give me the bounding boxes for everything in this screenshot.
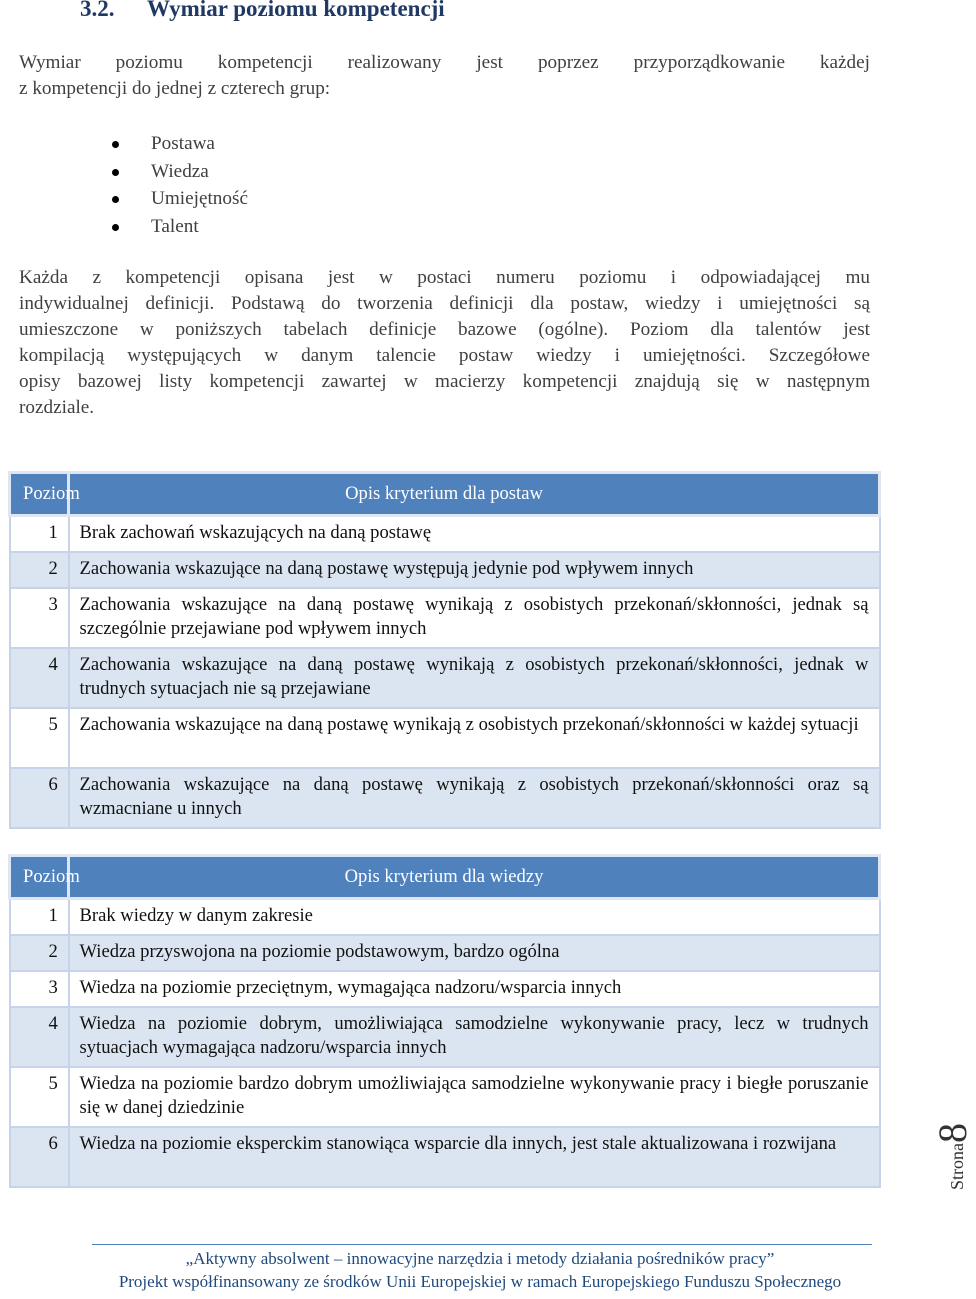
- table-row: [10, 971, 880, 1007]
- row-level: 3: [48, 593, 58, 615]
- section-title: Wymiar poziomu kompetencji: [147, 0, 445, 21]
- attitude-criteria-table: [8, 471, 881, 829]
- table-row: [10, 899, 880, 935]
- footer-project-title: „Aktywny absolwent – innowacyjne narzędzia i metody działania pośredników pracy”: [185, 1249, 775, 1268]
- header-level: Poziom: [10, 856, 69, 899]
- list-item: Umiejętność: [0, 185, 248, 213]
- intro-line: z kompetencji do jednej z czterech grup:: [19, 78, 331, 99]
- table-row: [10, 1007, 880, 1067]
- table-row: [10, 552, 880, 588]
- body-paragraph: [19, 265, 870, 421]
- row-level: 3: [48, 976, 58, 998]
- body-line: Każda z kompetencji opisana jest w postaci numeru poziomu i odpowiadającej mu: [19, 267, 870, 288]
- body-line: indywidualnej definicji. Podstawą do tworzenia definicji dla postaw, wiedzy i umiejętności są: [19, 293, 870, 314]
- table-row: [10, 768, 880, 828]
- bullet-icon: [112, 196, 119, 203]
- row-description: Brak zachowań wskazujących na daną postawę: [79, 522, 432, 543]
- list-item: Talent: [0, 213, 248, 241]
- bullet-icon: [112, 169, 119, 176]
- row-level: 6: [48, 1132, 58, 1154]
- bullet-icon: [112, 141, 119, 148]
- row-level: 2: [48, 940, 58, 962]
- table-row: [10, 588, 880, 648]
- section-heading: [80, 0, 445, 22]
- list-item: Wiedza: [0, 158, 248, 186]
- knowledge-criteria-table: [8, 854, 881, 1188]
- group-list: [0, 130, 248, 240]
- row-description: Wiedza na poziomie bardzo dobrym umożliwiająca samodzielne wykonywanie pracy i biegłe poruszanie się w danej dziedzinie: [79, 1072, 869, 1118]
- list-item: Postawa: [0, 130, 248, 158]
- header-description: Opis kryterium dla postaw: [69, 473, 880, 516]
- row-description: Zachowania wskazujące na daną postawę wynikają z osobistych przekonań/skłonności w każdej sytuacji: [79, 713, 859, 735]
- table-header: [10, 856, 880, 899]
- table-row: [10, 708, 880, 768]
- row-level: 5: [48, 1072, 58, 1094]
- row-level: 6: [48, 773, 58, 795]
- intro-line: Wymiar poziomu kompetencji realizowany jest poprzez przyporządkowanie każdej: [19, 52, 870, 73]
- row-description: Zachowania wskazujące na daną postawę występują jedynie pod wpływem innych: [79, 557, 694, 579]
- footer-funding-note: Projekt współfinansowany ze środków Unii Europejskiej w ramach Europejskiego Funduszu Społecznego: [118, 1272, 842, 1291]
- row-level: 1: [48, 905, 58, 926]
- row-description: Wiedza na poziomie eksperckim stanowiąca wsparcie dla innych, jest stale aktualizowana i rozwijana: [79, 1132, 837, 1154]
- body-line: rozdziale.: [19, 397, 95, 418]
- intro-paragraph: [19, 50, 870, 102]
- row-level: 1: [48, 522, 58, 543]
- row-level: 5: [48, 713, 58, 735]
- header-level: Poziom: [10, 473, 69, 516]
- row-level: 2: [48, 557, 58, 579]
- table-row: [10, 648, 880, 708]
- table-row: [10, 1127, 880, 1187]
- row-description: Zachowania wskazujące na daną postawę wynikają z osobistych przekonań/skłonności oraz są wzmacniane u innych: [79, 773, 869, 819]
- row-description: Wiedza na poziomie przeciętnym, wymagająca nadzoru/wsparcia innych: [79, 976, 622, 998]
- row-description: Brak wiedzy w danym zakresie: [79, 905, 313, 926]
- section-number: 3.2.: [80, 0, 115, 21]
- footer-divider: [92, 1244, 872, 1245]
- bullet-icon: [112, 224, 119, 231]
- row-description: Zachowania wskazujące na daną postawę wynikają z osobistych przekonań/skłonności, jednak w trudnych sytuacjach nie są przejawiane: [79, 653, 869, 699]
- page-label: Strona: [947, 1143, 967, 1190]
- table-row: [10, 516, 880, 552]
- table-header: [10, 473, 880, 516]
- body-line: umieszczone w poniższych tabelach definicje bazowe (ogólne). Poziom dla talentów jest: [19, 319, 870, 340]
- page-number: 8: [930, 1123, 975, 1143]
- row-level: 4: [48, 1012, 58, 1034]
- row-description: Wiedza na poziomie dobrym, umożliwiająca samodzielne wykonywanie pracy, lecz w trudnych sytuacjach wymagająca nadzoru/wsparcia innych: [79, 1012, 869, 1058]
- table-row: [10, 1067, 880, 1127]
- body-line: opisy bazowej listy kompetencji zawartej w macierzy kompetencji znajdują się w następnym: [19, 371, 870, 392]
- row-description: Wiedza przyswojona na poziomie podstawowym, bardzo ogólna: [79, 940, 560, 962]
- page-number-marker: [925, 1100, 975, 1190]
- body-line: kompilacją występujących w danym talencie postaw wiedzy i umiejętności. Szczegółowe: [19, 345, 870, 366]
- row-level: 4: [48, 653, 58, 675]
- row-description: Zachowania wskazujące na daną postawę wynikają z osobistych przekonań/skłonności, jednak są szczególnie przejawiane pod wpływem innych: [79, 593, 869, 639]
- header-description: Opis kryterium dla wiedzy: [69, 856, 880, 899]
- table-row: [10, 935, 880, 971]
